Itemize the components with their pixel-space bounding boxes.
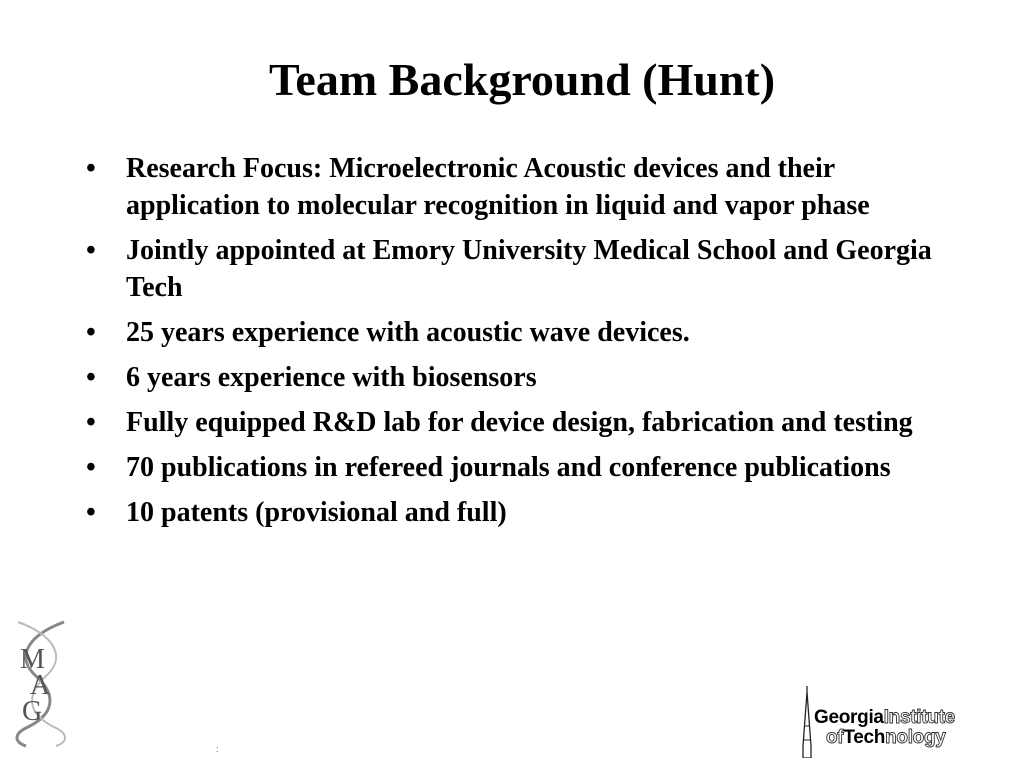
gt-logo-institute: Institute [883, 707, 955, 728]
bullet-text: Fully equipped R&D lab for device design, fabrication and testing [126, 407, 913, 438]
bullet-item [86, 232, 946, 306]
bullet-marker: • [86, 153, 96, 184]
slide-title: Team Background (Hunt) [268, 54, 776, 105]
bullet-marker: • [86, 235, 96, 266]
bullet-item [86, 449, 946, 486]
gt-logo-line2 [826, 728, 946, 748]
bullet-text: 10 patents (provisional and full) [126, 497, 507, 528]
georgia-tech-logo [800, 686, 1016, 758]
svg-text:A: A [30, 670, 51, 701]
bullet-marker: • [86, 407, 96, 438]
bullet-text: 25 years experience with acoustic wave devices. [126, 317, 690, 348]
bullet-marker: • [86, 317, 96, 348]
bullet-list [86, 150, 946, 539]
gt-logo-of: of [826, 727, 844, 748]
tech-tower-icon [800, 686, 814, 758]
bullet-item [86, 404, 946, 441]
bullet-marker: • [86, 497, 96, 528]
bullet-item [86, 150, 946, 224]
bullet-text: 6 years experience with biosensors [126, 362, 537, 393]
bullet-item [86, 359, 946, 396]
bullet-item [86, 314, 946, 351]
bullet-marker: • [86, 452, 96, 483]
bullet-marker: • [86, 362, 96, 393]
gt-logo-tech: Tech [843, 727, 886, 748]
bullet-item [86, 494, 946, 531]
bullet-text: Research Focus: Microelectronic Acoustic devices and their application to molecular recognition in liquid and vapor phase [126, 153, 870, 221]
footer-mark: : [216, 744, 219, 754]
gt-logo-line1 [814, 708, 955, 728]
gt-logo-nology: nology [885, 727, 946, 748]
bullet-text: 70 publications in refereed journals and conference publications [126, 452, 891, 483]
svg-text:M: M [20, 644, 45, 675]
bullet-text: Jointly appointed at Emory University Medical School and Georgia Tech [126, 235, 932, 303]
mag-helix-logo [6, 618, 76, 748]
svg-text:G: G [22, 696, 43, 727]
gt-logo-georgia: Georgia [814, 707, 884, 728]
